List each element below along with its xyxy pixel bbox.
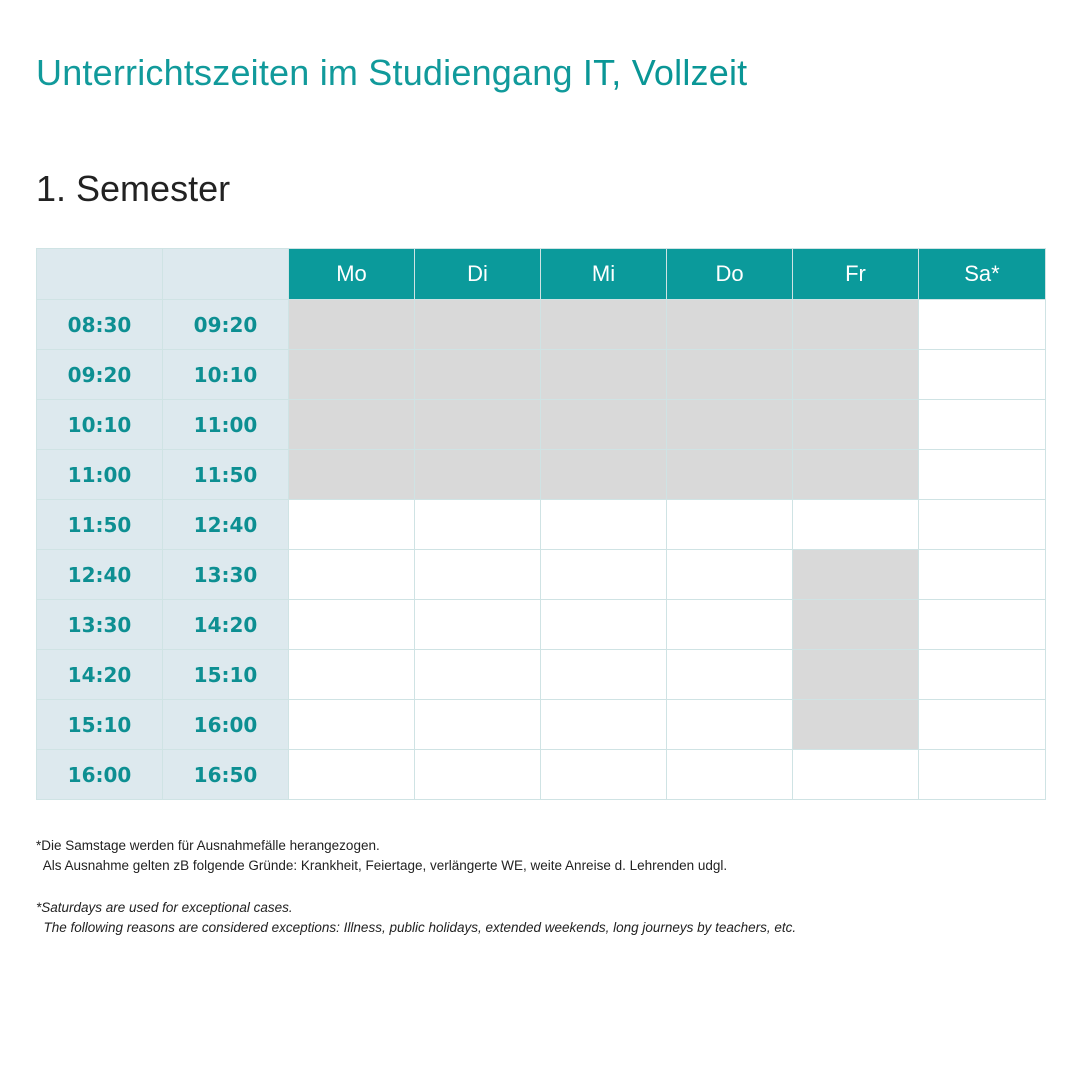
slot-mi-occupied — [541, 300, 667, 350]
slot-mo-occupied — [289, 450, 415, 500]
slot-mi-free — [541, 500, 667, 550]
end-time-cell: 16:00 — [163, 700, 289, 750]
start-time-cell: 14:20 — [37, 650, 163, 700]
slot-do-free — [667, 550, 793, 600]
end-time-cell: 14:20 — [163, 600, 289, 650]
slot-di-occupied — [415, 400, 541, 450]
timetable-header-row — [37, 249, 1046, 300]
slot-mi-occupied — [541, 400, 667, 450]
slot-di-free — [415, 600, 541, 650]
slot-do-free — [667, 700, 793, 750]
slot-di-free — [415, 650, 541, 700]
slot-di-free — [415, 500, 541, 550]
page-title — [36, 52, 747, 94]
note-en-line1: *Saturdays are used for exceptional cases. — [36, 900, 293, 915]
start-time-cell: 15:10 — [37, 700, 163, 750]
semester-heading: 1. Semester — [36, 168, 231, 209]
slot-mo-occupied — [289, 350, 415, 400]
end-time-cell: 16:50 — [163, 750, 289, 800]
start-time-cell: 16:00 — [37, 750, 163, 800]
slot-sa-free — [919, 750, 1046, 800]
slot-di-occupied — [415, 350, 541, 400]
table-row — [37, 650, 1046, 700]
note-de-line1: *Die Samstage werden für Ausnahmefälle herangezogen. — [36, 838, 380, 853]
slot-mo-occupied — [289, 300, 415, 350]
slot-do-free — [667, 500, 793, 550]
slot-sa-free — [919, 700, 1046, 750]
start-time-cell: 11:50 — [37, 500, 163, 550]
table-row — [37, 500, 1046, 550]
note-de-line2: Als Ausnahme gelten zB folgende Gründe: Krankheit, Feiertage, verlängerte WE, weite Anreise d. Lehrenden udgl. — [36, 858, 728, 873]
table-row — [37, 750, 1046, 800]
table-row — [37, 450, 1046, 500]
slot-sa-free — [919, 500, 1046, 550]
slot-fr-occupied — [793, 450, 919, 500]
slot-di-free — [415, 550, 541, 600]
slot-fr-occupied — [793, 350, 919, 400]
slot-sa-free — [919, 450, 1046, 500]
slot-mi-free — [541, 700, 667, 750]
timetable-body — [37, 300, 1046, 800]
start-time-cell: 12:40 — [37, 550, 163, 600]
slot-mi-free — [541, 550, 667, 600]
day-header-do: Do — [667, 249, 793, 300]
day-header-mi: Mi — [541, 249, 667, 300]
slot-sa-free — [919, 600, 1046, 650]
slot-mo-free — [289, 500, 415, 550]
end-time-cell: 12:40 — [163, 500, 289, 550]
end-time-cell: 11:00 — [163, 400, 289, 450]
start-time-cell: 11:00 — [37, 450, 163, 500]
slot-do-occupied — [667, 450, 793, 500]
start-time-cell: 10:10 — [37, 400, 163, 450]
start-time-cell: 13:30 — [37, 600, 163, 650]
title-main: Unterrichtszeiten im Studiengang — [36, 52, 583, 93]
table-row — [37, 350, 1046, 400]
slot-di-free — [415, 750, 541, 800]
slot-fr-occupied — [793, 650, 919, 700]
slot-mo-free — [289, 750, 415, 800]
day-header-mo: Mo — [289, 249, 415, 300]
start-time-cell: 08:30 — [37, 300, 163, 350]
slot-mi-free — [541, 750, 667, 800]
slot-mo-occupied — [289, 400, 415, 450]
note-en-line2: The following reasons are considered exceptions: Illness, public holidays, extended weekends, long journeys by teachers, etc. — [36, 920, 797, 935]
end-time-cell: 13:30 — [163, 550, 289, 600]
slot-mi-occupied — [541, 350, 667, 400]
slot-fr-free — [793, 750, 919, 800]
slot-fr-occupied — [793, 400, 919, 450]
day-header-fr: Fr — [793, 249, 919, 300]
slot-mo-free — [289, 700, 415, 750]
slot-di-occupied — [415, 450, 541, 500]
slot-mo-free — [289, 600, 415, 650]
table-row — [37, 700, 1046, 750]
slot-sa-free — [919, 350, 1046, 400]
start-time-cell: 09:20 — [37, 350, 163, 400]
slot-mi-free — [541, 650, 667, 700]
slot-di-occupied — [415, 300, 541, 350]
header-start-blank — [37, 249, 163, 300]
slot-mo-free — [289, 650, 415, 700]
slot-do-free — [667, 600, 793, 650]
title-highlight: IT, Vollzeit — [582, 52, 748, 93]
slot-mi-free — [541, 600, 667, 650]
table-row — [37, 300, 1046, 350]
header-end-blank — [163, 249, 289, 300]
end-time-cell: 11:50 — [163, 450, 289, 500]
slot-sa-free — [919, 550, 1046, 600]
slot-sa-free — [919, 650, 1046, 700]
slot-fr-free — [793, 500, 919, 550]
slot-do-occupied — [667, 300, 793, 350]
table-row — [37, 600, 1046, 650]
end-time-cell: 09:20 — [163, 300, 289, 350]
footnotes — [36, 836, 796, 938]
table-row — [37, 400, 1046, 450]
slot-mo-free — [289, 550, 415, 600]
slot-fr-occupied — [793, 700, 919, 750]
end-time-cell: 15:10 — [163, 650, 289, 700]
slot-do-occupied — [667, 400, 793, 450]
slot-sa-free — [919, 400, 1046, 450]
slot-do-occupied — [667, 350, 793, 400]
day-header-sa: Sa* — [919, 249, 1046, 300]
slot-fr-occupied — [793, 550, 919, 600]
slot-di-free — [415, 700, 541, 750]
slot-do-free — [667, 750, 793, 800]
day-header-di: Di — [415, 249, 541, 300]
end-time-cell: 10:10 — [163, 350, 289, 400]
slot-fr-occupied — [793, 600, 919, 650]
timetable — [36, 248, 1046, 800]
table-row — [37, 550, 1046, 600]
slot-mi-occupied — [541, 450, 667, 500]
slot-sa-free — [919, 300, 1046, 350]
slot-fr-occupied — [793, 300, 919, 350]
slot-do-free — [667, 650, 793, 700]
